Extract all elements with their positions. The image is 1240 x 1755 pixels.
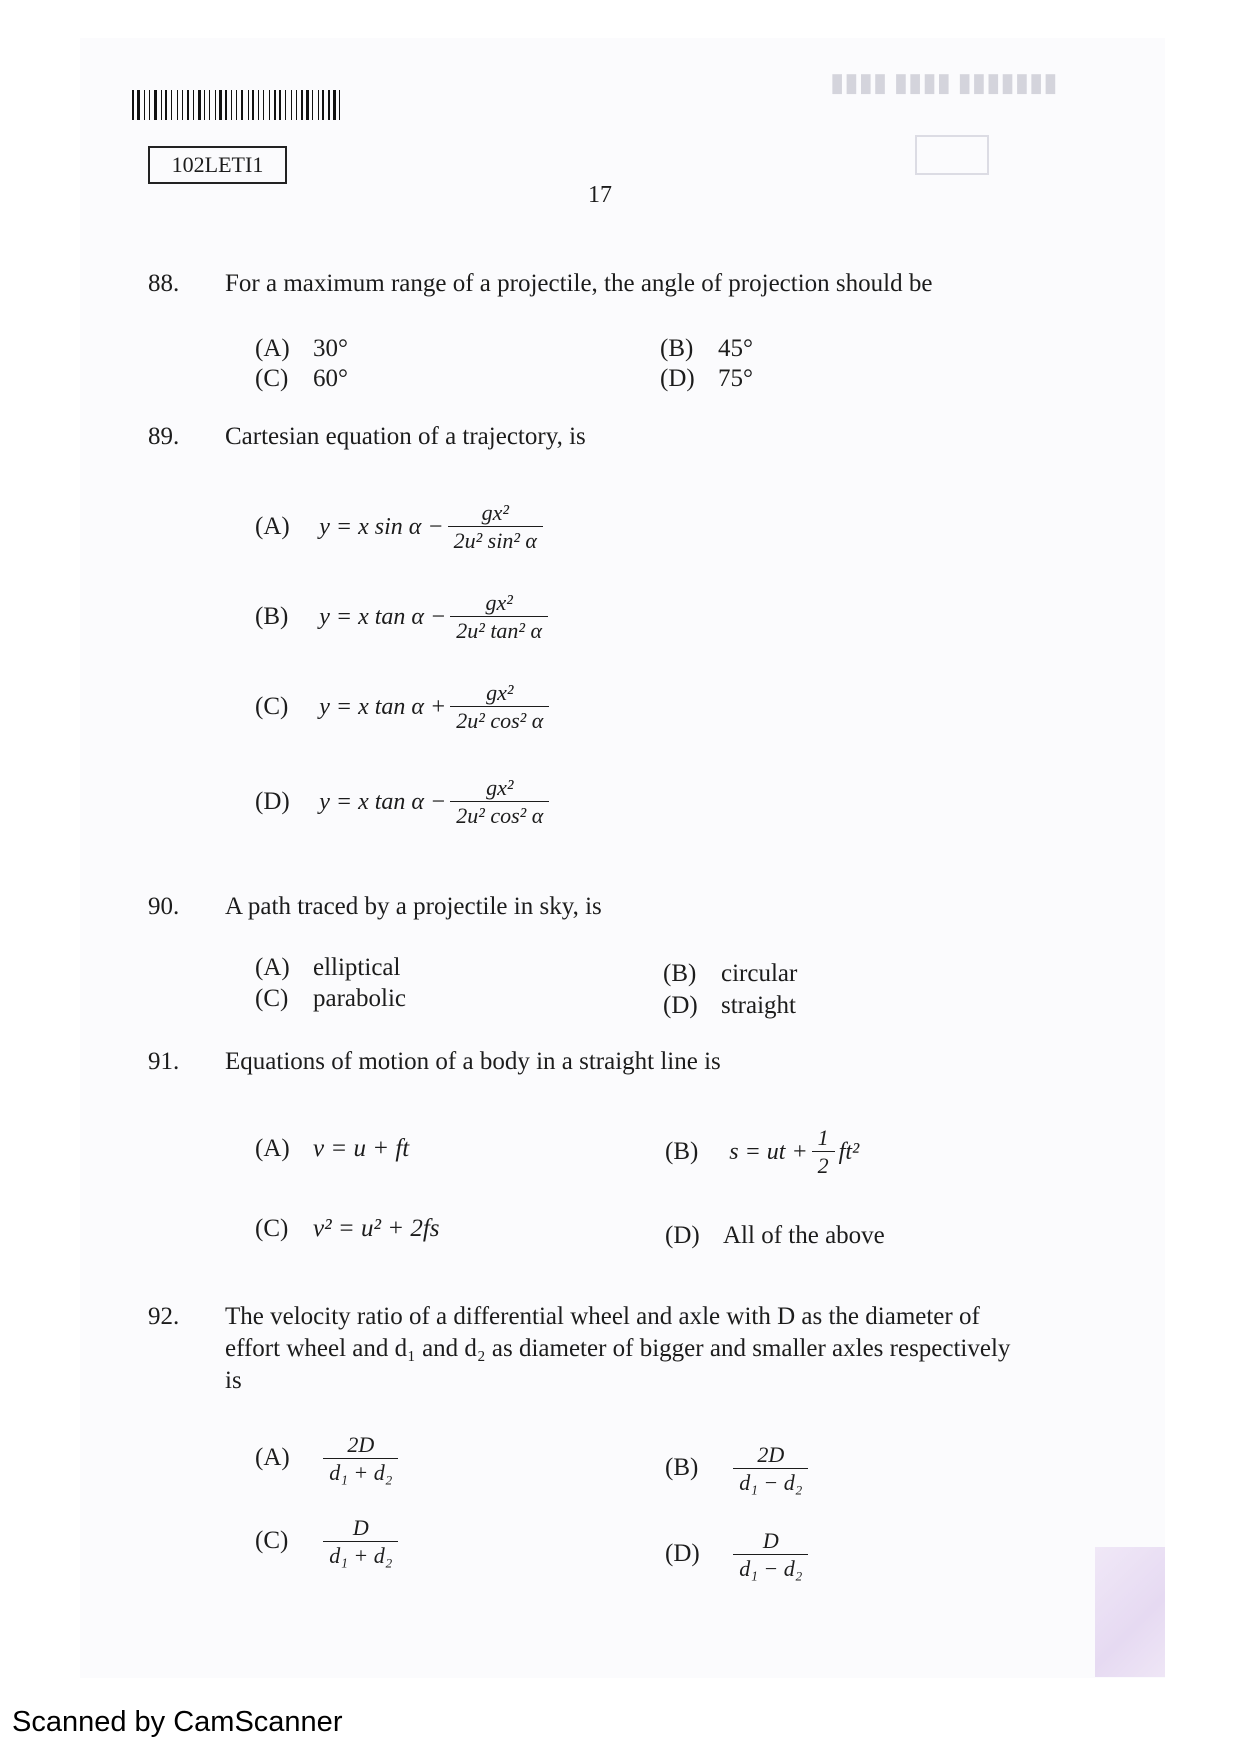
barcode-stripe	[154, 90, 157, 120]
barcode-stripe	[306, 90, 309, 120]
question-text-line-3: is	[225, 1367, 242, 1394]
barcode-stripe	[293, 90, 295, 120]
barcode-stripe	[219, 90, 222, 120]
option-c: (C) y = x tan α + $\frac{\text{gx²}}{\text{2u² cos² α}}$	[255, 680, 553, 735]
barcode-stripe	[163, 90, 164, 120]
option-d: (D) All of the above	[665, 1222, 885, 1249]
barcode-stripe	[282, 90, 283, 120]
barcode-stripe	[236, 90, 237, 120]
question-number: 88.	[148, 270, 180, 297]
barcode-stripe	[182, 90, 183, 120]
barcode-stripe	[209, 90, 210, 120]
fraction: $\frac{2D}{\text{d₁ − d₂}}$	[733, 1442, 808, 1497]
question-number: 91.	[148, 1048, 180, 1075]
barcode-stripe	[285, 90, 286, 120]
barcode-stripe	[339, 90, 340, 120]
option-a: (A) 30°	[255, 335, 348, 362]
barcode-stripe	[177, 90, 178, 120]
option-b: (B) 45°	[660, 335, 753, 362]
barcode-stripe	[304, 90, 305, 120]
fraction: $\frac{D}{\text{d₁ − d₂}}$	[733, 1528, 808, 1583]
barcode-stripe	[255, 90, 256, 120]
barcode-stripe	[179, 90, 181, 120]
barcode-stripe	[279, 90, 281, 120]
barcode-stripe	[144, 90, 145, 120]
barcode-stripe	[198, 90, 201, 120]
barcode-stripe	[298, 90, 299, 120]
barcode-stripe	[206, 90, 208, 120]
barcode-stripe	[274, 90, 276, 120]
bleed-through-text: ▮▮▮▮ ▮▮▮▮ ▮▮▮▮▮▮▮	[830, 68, 1058, 97]
barcode-stripe	[149, 90, 150, 120]
fraction: $\frac{1}{2}$	[812, 1125, 835, 1180]
option-c: (C) 60°	[255, 365, 348, 392]
fraction: $\frac{\text{gx²}}{\text{2u² cos² α}}$	[450, 775, 549, 830]
option-b: (B) y = x tan α − $\frac{\text{gx²}}{\text{2u² tan² α}}$	[255, 590, 552, 645]
barcode-stripe	[142, 90, 143, 120]
equation-lhs: y = x sin α −	[319, 514, 444, 540]
barcode-stripe	[238, 90, 239, 120]
barcode-stripe	[320, 90, 321, 120]
barcode-stripe	[171, 90, 172, 120]
fraction: $\frac{\text{gx²}}{\text{2u² cos² α}}$	[450, 680, 549, 735]
barcode	[132, 90, 382, 120]
option-d: (D) straight	[663, 992, 796, 1019]
barcode-stripe	[211, 90, 213, 120]
barcode-stripe	[204, 90, 205, 120]
barcode-stripe	[158, 90, 160, 120]
question-text: A path traced by a projectile in sky, is	[225, 893, 602, 920]
barcode-stripe	[231, 90, 232, 120]
barcode-stripe	[337, 90, 338, 120]
barcode-stripe	[190, 90, 192, 120]
barcode-stripe	[223, 90, 224, 120]
barcode-stripe	[322, 90, 324, 120]
barcode-stripe	[312, 90, 313, 120]
barcode-stripe	[331, 90, 332, 120]
barcode-stripe	[272, 90, 273, 120]
equation-lhs: y = x tan α −	[319, 789, 447, 815]
barcode-stripe	[310, 90, 311, 120]
fraction: $\frac{\text{gx²}}{\text{2u² tan² α}}$	[450, 590, 548, 645]
barcode-stripe	[277, 90, 278, 120]
barcode-stripe	[137, 90, 140, 120]
barcode-stripe	[233, 90, 235, 120]
barcode-stripe	[151, 90, 152, 120]
barcode-stripe	[195, 90, 196, 120]
fraction: $\frac{D}{\text{d₁ + d₂}}$	[323, 1515, 398, 1570]
option-b: (B) circular	[663, 960, 798, 987]
barcode-stripe	[325, 90, 326, 120]
option-b: (B) $\frac{2D}{\text{d₁ − d₂}}$	[665, 1442, 812, 1497]
barcode-stripe	[269, 90, 270, 120]
barcode-stripe	[250, 90, 251, 120]
barcode-stripe	[173, 90, 176, 120]
option-c: (C) $\frac{D}{\text{d₁ + d₂}}$	[255, 1515, 402, 1570]
barcode-stripe	[341, 90, 343, 120]
barcode-stripe	[241, 90, 243, 120]
barcode-stripe	[328, 90, 330, 120]
barcode-stripe	[161, 90, 162, 120]
scan-discoloration	[1095, 1547, 1165, 1677]
barcode-stripe	[287, 90, 290, 120]
barcode-stripe	[135, 90, 136, 120]
bleed-through-box	[915, 135, 989, 175]
question-number: 92.	[148, 1303, 180, 1330]
barcode-stripe	[132, 90, 134, 120]
paper-code: 102LETI1	[148, 146, 287, 184]
question-text: For a maximum range of a projectile, the angle of projection should be	[225, 270, 933, 297]
fraction: $\frac{\text{gx²}}{\text{2u² sin² α}}$	[448, 500, 543, 555]
question-number: 90.	[148, 893, 180, 920]
equation-lhs: s = ut +	[729, 1139, 808, 1165]
barcode-stripe	[333, 90, 336, 120]
barcode-stripe	[217, 90, 218, 120]
option-d: (D) $\frac{D}{\text{d₁ − d₂}}$	[665, 1528, 812, 1583]
barcode-stripe	[146, 90, 148, 120]
barcode-stripe	[202, 90, 203, 120]
equation-rhs: ft²	[838, 1139, 860, 1165]
barcode-stripe	[168, 90, 169, 120]
option-d: (D) y = x tan α − $\frac{\text{gx²}}{\text{2u² cos² α}}$	[255, 775, 553, 830]
option-a: (A) $\frac{2D}{\text{d₁ + d₂}}$	[255, 1432, 402, 1487]
barcode-stripe	[193, 90, 194, 120]
question-text-line-1: The velocity ratio of a differential wheel and axle with D as the diameter of	[225, 1303, 980, 1330]
fraction: $\frac{2D}{\text{d₁ + d₂}}$	[323, 1432, 398, 1487]
barcode-stripe	[260, 90, 262, 120]
option-a: (A) y = x sin α − $\frac{\text{gx²}}{\text{2u² sin² α}}$	[255, 500, 547, 555]
barcode-stripe	[296, 90, 297, 120]
question-text: Equations of motion of a body in a straight line is	[225, 1048, 721, 1075]
question-text: Cartesian equation of a trajectory, is	[225, 423, 586, 450]
barcode-stripe	[252, 90, 254, 120]
barcode-stripe	[225, 90, 227, 120]
barcode-stripe	[215, 90, 216, 120]
question-text-line-2: effort wheel and d₁ and d₂ as diameter of bigger and smaller axles respectively	[225, 1335, 1011, 1362]
option-d: (D) 75°	[660, 365, 753, 392]
scanner-watermark: Scanned by CamScanner	[12, 1706, 343, 1738]
barcode-stripe	[301, 90, 303, 120]
barcode-stripe	[185, 90, 186, 120]
barcode-stripe	[291, 90, 292, 120]
barcode-stripe	[229, 90, 230, 120]
barcode-stripe	[248, 90, 249, 120]
barcode-stripe	[315, 90, 317, 120]
option-a: (A) v = u + ft	[255, 1135, 410, 1162]
barcode-stripe	[187, 90, 189, 120]
option-c: (C) v² = u² + 2fs	[255, 1215, 440, 1242]
option-c: (C) parabolic	[255, 985, 407, 1012]
barcode-stripe	[165, 90, 167, 120]
barcode-stripe	[258, 90, 259, 120]
option-b: (B) s = ut + $\frac{1}{2}$ ft²	[665, 1125, 860, 1178]
equation-lhs: y = x tan α −	[319, 604, 447, 630]
barcode-stripe	[265, 90, 268, 120]
barcode-stripe	[318, 90, 319, 120]
question-number: 89.	[148, 423, 180, 450]
barcode-stripe	[263, 90, 264, 120]
equation-lhs: y = x tan α +	[319, 694, 447, 720]
page-number: 17	[588, 182, 612, 208]
option-a: (A) elliptical	[255, 954, 401, 981]
barcode-stripe	[244, 90, 247, 120]
